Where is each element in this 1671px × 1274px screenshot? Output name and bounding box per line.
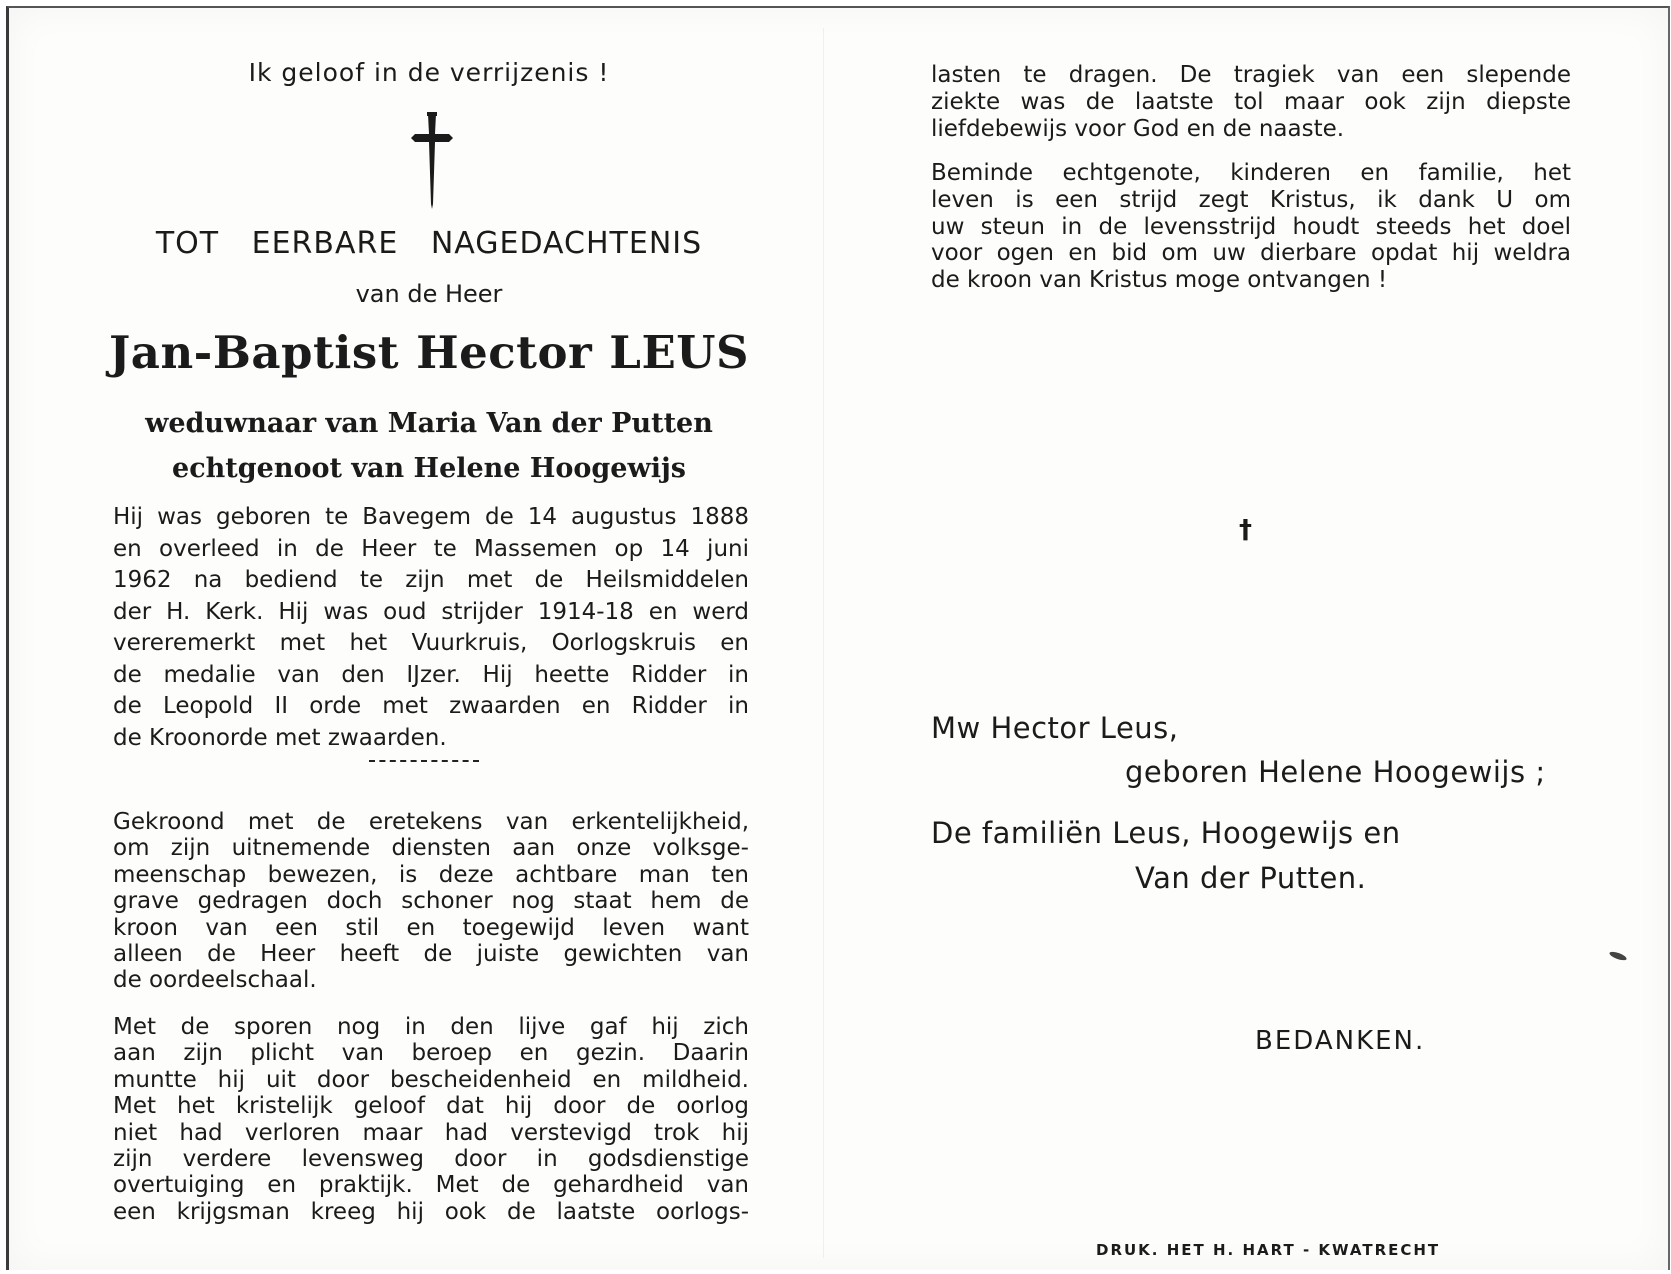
text-line: kroon van een stil en toegewijd leven want [113,914,749,941]
families-line-continued: Van der Putten. [1135,861,1367,895]
text-line: zijn verdere levensweg door in godsdienstige [113,1145,749,1172]
text-line: Met het kristelijk geloof dat hij door de oorlog [113,1093,749,1120]
surname: LEUS [609,326,749,379]
text-line: leven is een strijd zegt Kristus, ik dank U om [931,186,1571,213]
cross-icon [409,112,455,210]
first-names: Jan-Baptist [109,326,400,379]
text-line: de Kroonorde met zwaarden. [113,724,447,751]
memorial-subtitle: van de Heer [355,280,503,308]
text-line: liefdebewijs voor God en de naaste. [931,115,1345,142]
ink-speck [1609,950,1628,962]
continuation-paragraph [931,62,1571,142]
deceased-name [109,326,749,379]
text-line: alleen de Heer heeft de juiste gewichten van [113,940,749,967]
text-line: uw steun in de levensstrijd houdt steeds het doel [931,213,1571,240]
text-line: grave gedragen doch schoner nog staat hem de [113,888,749,915]
text-line: Met de sporen nog in den lijve gaf hij zich [113,1014,749,1040]
text-line: om zijn uitnemende diensten aan onze volksge- [113,835,749,862]
text-line: meenschap bewezen, is deze achtbare man ten [113,861,749,888]
text-line: de kroon van Kristus moge ontvangen ! [931,267,1388,294]
text-line: en overleed in de Heer te Massemen op 14 juni [113,535,749,562]
life-paragraph [113,1014,749,1225]
text-line: ziekte was de laatste tol maar ook zijn diepste [931,88,1571,115]
memorial-title: TOT EERBARE NAGEDACHTENIS [155,226,703,261]
farewell-paragraph [931,160,1571,294]
text-line: lasten te dragen. De tragiek van een slepende [931,62,1571,88]
widow-maiden-name: geboren Helene Hoogewijs ; [1125,755,1546,789]
families-line: De familiën Leus, Hoogewijs en [931,816,1401,850]
biography-paragraph [113,502,749,754]
text-line: Beminde echtgenote, kinderen en familie, het [931,160,1571,186]
printer-credit: DRUK. HET H. HART - KWATRECHT [1096,1241,1441,1259]
section-divider [369,760,479,764]
text-line: voor ogen en bid om uw dierbare opdat hij weldra [931,240,1571,267]
text-line: Gekroond met de eretekens van erkentelijkheid, [113,809,749,835]
motto: Ik geloof in de verrijzenis ! [248,58,610,87]
widow-name: Mw Hector Leus, [931,711,1179,745]
text-line: Hij was geboren te Bavegem de 14 augustus 1888 [113,504,749,530]
text-line: vereremerkt met het Vuurkruis, Oorlogskruis en [113,630,749,656]
text-line: overtuiging en praktijk. Met de gehardheid van [113,1172,749,1199]
relation-spouse: echtgenoot van Helene Hoogewijs [172,453,686,484]
text-line: 1962 na bediend te zijn met de Heilsmiddelen [113,567,749,593]
text-line: niet had verloren maar had verstevigd trok hij [113,1119,749,1146]
text-line: de medalie van den IJzer. Hij heette Ridder in [113,661,749,688]
thanks-text: BEDANKEN. [1255,1026,1426,1056]
tribute-paragraph [113,809,749,994]
relation-widower: weduwnaar van Maria Van der Putten [145,408,713,439]
text-line: muntte hij uit door bescheidenheid en mildheid. [113,1066,749,1093]
text-line: aan zijn plicht van beroep en gezin. Daarin [113,1040,749,1067]
middle-name: Hector [416,326,593,379]
center-fold [823,28,824,1258]
text-line: een krijgsman kreeg hij ook de laatste oorlogs- [113,1198,749,1225]
memorial-card [6,6,1670,1270]
text-line: de Leopold II orde met zwaarden en Ridder in [113,693,749,719]
text-line: de oordeelschaal. [113,967,317,994]
small-cross-icon: † [1239,515,1252,545]
text-line: der H. Kerk. Hij was oud strijder 1914-18 en werd [113,598,749,625]
